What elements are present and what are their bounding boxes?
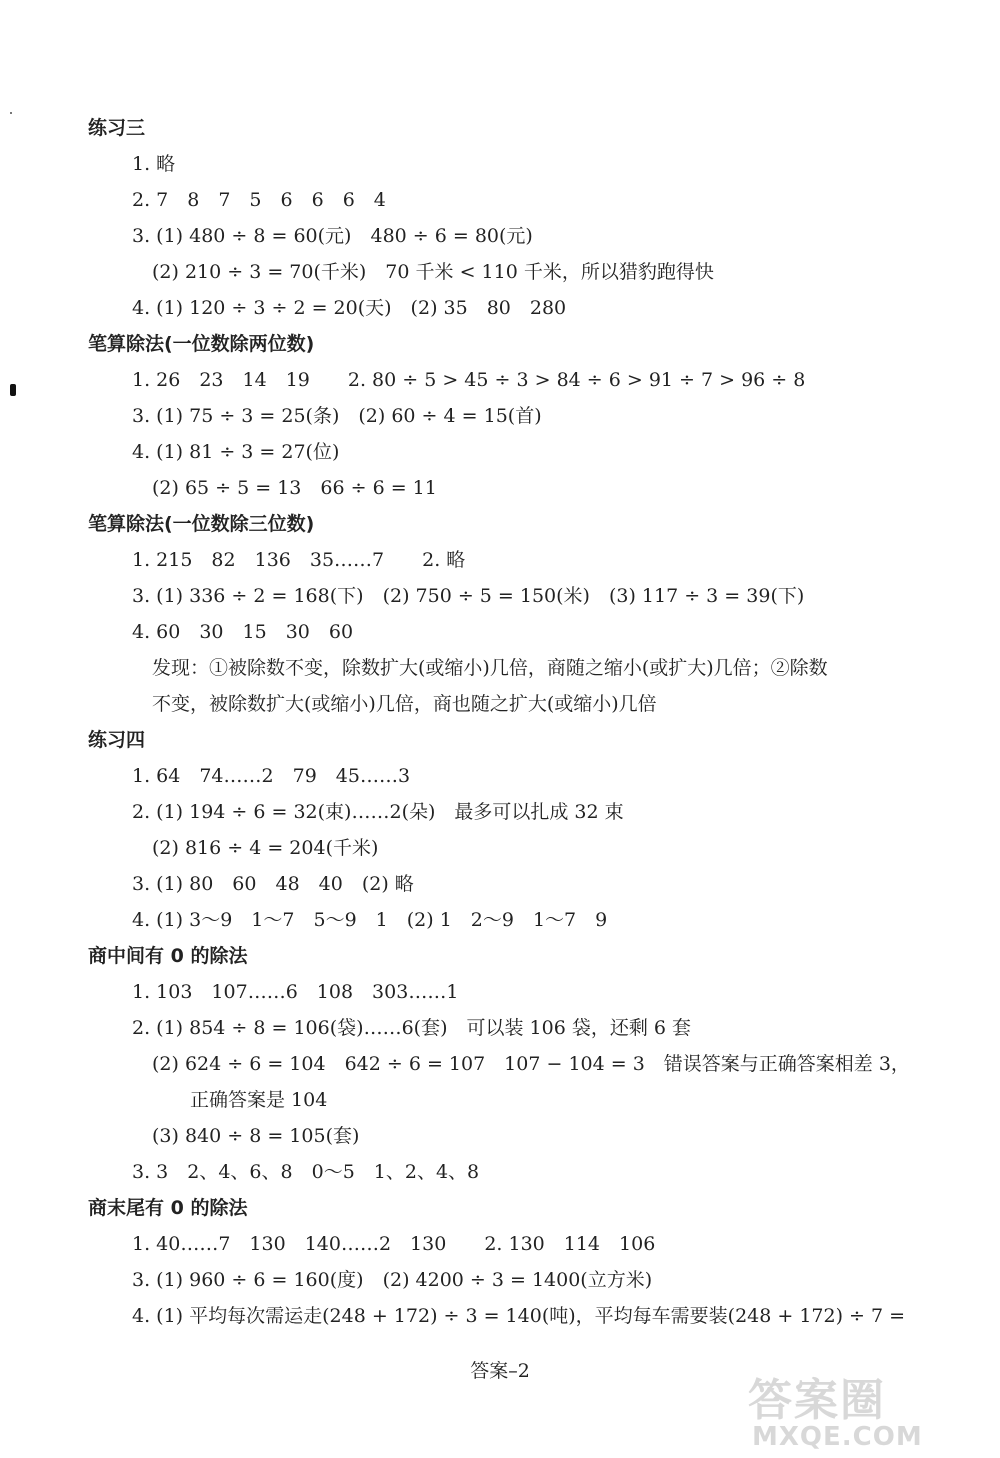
section-title-exercise-3: 练习三 [88,117,146,139]
page-footer: 答案–2 [470,1360,530,1382]
answer-line: 发现：①被除数不变，除数扩大(或缩小)几倍，商随之缩小(或扩大)几倍；②除数 [152,657,828,679]
answer-line: 4. (1) 120 ÷ 3 ÷ 2 = 20(天) (2) 35 80 280 [132,297,567,319]
answer-line: 2. 7 8 7 5 6 6 6 4 [132,189,386,211]
answer-line: 3. (1) 960 ÷ 6 = 160(度) (2) 4200 ÷ 3 = 1400(立方米) [132,1269,653,1291]
answer-line: (2) 816 ÷ 4 = 204(千米) [152,837,379,859]
answer-line: 1. 40……7 130 140……2 130 2. 130 114 106 [132,1233,656,1255]
answer-line: 3. (1) 80 60 48 40 (2) 略 [132,873,414,895]
answer-line: 3. (1) 75 ÷ 3 = 25(条) (2) 60 ÷ 4 = 15(首) [132,405,542,427]
answer-line: (2) 65 ÷ 5 = 13 66 ÷ 6 = 11 [152,477,437,499]
answer-line: 3. 3 2、4、6、8 0～5 1、2、4、8 [132,1161,480,1183]
answer-line: 1. 64 74……2 79 45……3 [132,765,411,787]
section-title-division-two-digit: 笔算除法(一位数除两位数) [88,333,315,355]
section-title-division-three-digit: 笔算除法(一位数除三位数) [88,513,315,535]
answer-line: 4. (1) 平均每次需运走(248 + 172) ÷ 3 = 140(吨)，平均每车需要装(248 + 172) ÷ 7 = [132,1305,906,1327]
section-title-exercise-4: 练习四 [88,729,146,751]
answer-line: (2) 624 ÷ 6 = 104 642 ÷ 6 = 107 107 − 104 = 3 错误答案与正确答案相差 3， [152,1053,910,1075]
answer-line: 3. (1) 480 ÷ 8 = 60(元) 480 ÷ 6 = 80(元) [132,225,533,247]
answer-line: 1. 215 82 136 35……7 2. 略 [132,549,466,571]
watermark-logo [748,1375,994,1454]
watermark-text: 答案圈 [748,1375,886,1426]
answer-line: 2. (1) 194 ÷ 6 = 32(束)……2(朵) 最多可以扎成 32 束 [132,801,624,823]
answer-line: 正确答案是 104 [190,1089,328,1111]
answer-line: 3. (1) 336 ÷ 2 = 168(下) (2) 750 ÷ 5 = 150(米) (3) 117 ÷ 3 = 39(下) [132,585,805,607]
section-title-zero-in-middle: 商中间有 0 的除法 [88,945,248,967]
answer-line: (2) 210 ÷ 3 = 70(千米) 70 千米 < 110 千米，所以猎豹跑得快 [152,261,714,283]
answer-line: 4. 60 30 15 30 60 [132,621,354,643]
answer-line: 4. (1) 3～9 1～7 5～9 1 (2) 1 2～9 1～7 9 [132,909,608,931]
answer-line: 1. 103 107……6 108 303……1 [132,981,459,1003]
answer-line: 不变，被除数扩大(或缩小)几倍，商也随之扩大(或缩小)几倍 [152,693,657,715]
answer-line: 4. (1) 81 ÷ 3 = 27(位) [132,441,340,463]
section-title-zero-at-end: 商末尾有 0 的除法 [88,1197,248,1219]
answer-line: 1. 略 [132,153,176,175]
answer-line: (3) 840 ÷ 8 = 105(套) [152,1125,360,1147]
answer-line: 2. (1) 854 ÷ 8 = 106(袋)……6(套) 可以装 106 袋，还剩 6 套 [132,1017,691,1039]
margin-mark [10,384,16,396]
answer-line: 1. 26 23 14 19 2. 80 ÷ 5 > 45 ÷ 3 > 84 ÷ 6 > 91 ÷ 7 > 96 ÷ 8 [132,369,806,391]
scan-speck [10,112,12,114]
watermark-url: MXQE.COM [752,1422,923,1452]
